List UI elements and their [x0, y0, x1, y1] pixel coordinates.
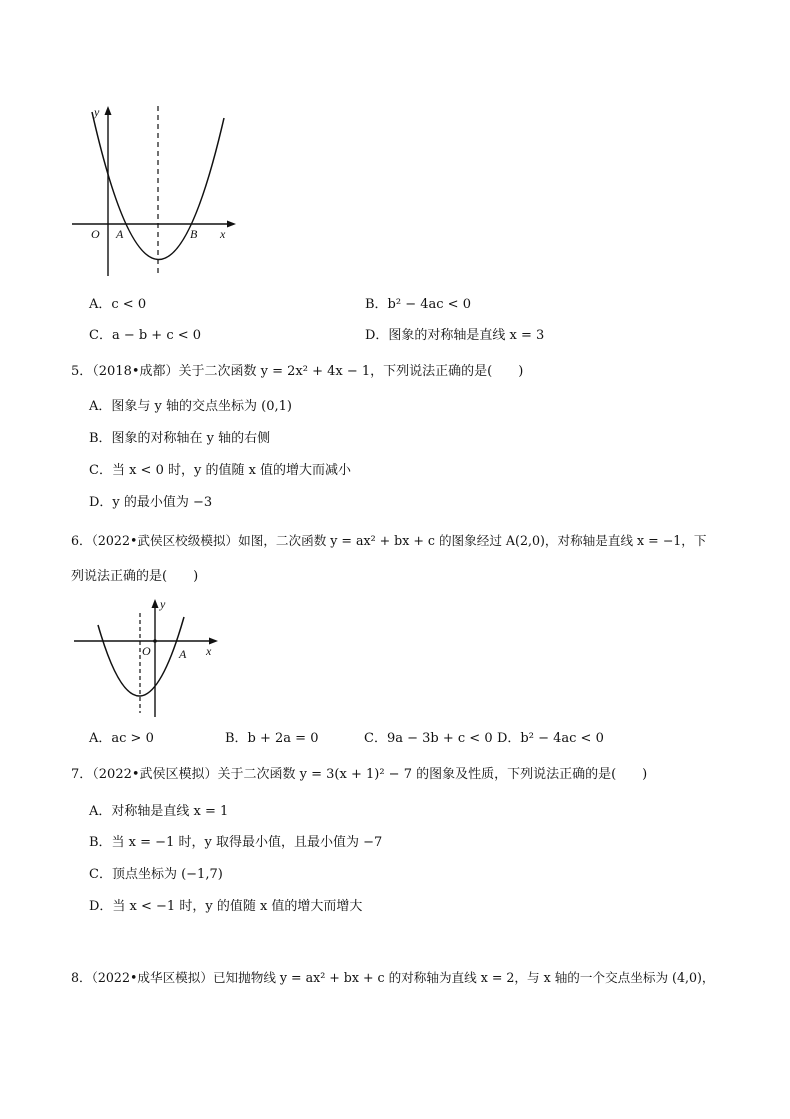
q4-option-b: B．b² − 4ac < 0: [365, 297, 471, 312]
fig1-point-b-label: B: [190, 227, 198, 241]
fig1-y-label: y: [94, 105, 100, 119]
q5-option-d: D．y 的最小值为 −3: [89, 495, 213, 510]
q6-option-b: B．b + 2a = 0: [225, 731, 319, 746]
fig1-y-arrow: [105, 106, 112, 115]
q4-option-d: D．图象的对称轴是直线 x = 3: [365, 328, 545, 343]
fig2-origin-dot: [153, 639, 157, 643]
fig1-x-label: x: [220, 227, 226, 241]
q6-option-c: C．9a − 3b + c < 0: [364, 731, 493, 746]
figure-1-parabola: [66, 98, 238, 280]
fig1-origin-label: O: [91, 227, 100, 241]
fig2-x-label: x: [206, 644, 212, 658]
figure-2-parabola: [72, 595, 222, 720]
q5-option-c: C．当 x < 0 时，y 的值随 x 值的增大而减小: [89, 463, 352, 478]
q7-stem: 7．（2022•武侯区模拟）关于二次函数 y = 3(x + 1)² − 7 的图象及性质，下列说法正确的是( ): [71, 767, 648, 782]
q7-option-d: D．当 x < −1 时，y 的值随 x 值的增大而增大: [89, 899, 363, 914]
fig2-point-a-label: A: [179, 647, 187, 661]
q7-option-a: A．对称轴是直线 x = 1: [89, 804, 229, 819]
q4-option-a: A．c < 0: [89, 297, 147, 312]
fig1-point-a-label: A: [116, 227, 124, 241]
q5-option-a: A．图象与 y 轴的交点坐标为 (0,1): [89, 399, 292, 414]
fig2-y-arrow: [152, 599, 159, 608]
q8-stem: 8．（2022•成华区模拟）已知抛物线 y = ax² + bx + c 的对称轴为直线 x = 2，与 x 轴的一个交点坐标为 (4,0)，: [71, 970, 715, 985]
q5-option-b: B．图象的对称轴在 y 轴的右侧: [89, 431, 271, 446]
fig2-y-label: y: [160, 597, 166, 611]
q7-option-b: B．当 x = −1 时，y 取得最小值，且最小值为 −7: [89, 835, 383, 850]
q7-option-c: C．顶点坐标为 (−1,7): [89, 867, 223, 882]
q6-option-a: A．ac > 0: [89, 731, 154, 746]
q6-stem-line1: 6．（2022•武侯区校级模拟）如图，二次函数 y = ax² + bx + c 的图象经过 A(2,0)，对称轴是直线 x = −1，下: [71, 533, 707, 548]
q4-option-c: C．a − b + c < 0: [89, 328, 202, 343]
fig1-x-arrow: [227, 221, 236, 228]
fig2-origin-label: O: [142, 644, 151, 658]
q5-stem: 5．（2018•成都）关于二次函数 y = 2x² + 4x − 1，下列说法正确的是( ): [71, 364, 524, 379]
q6-option-d: D．b² − 4ac < 0: [497, 731, 604, 746]
fig2-parabola-curve: [98, 617, 184, 696]
q6-stem-line2: 列说法正确的是( ): [71, 569, 199, 584]
